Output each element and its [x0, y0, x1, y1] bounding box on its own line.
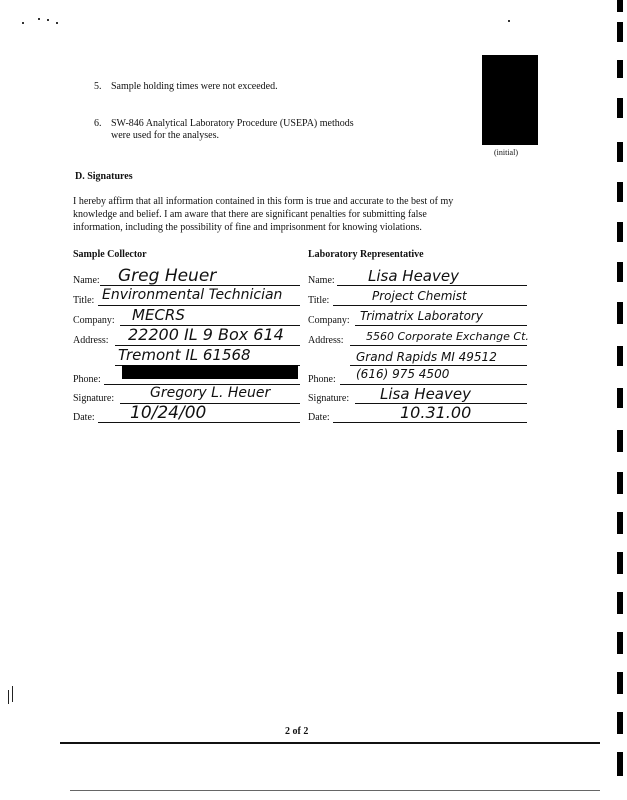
section-d-heading: D. Signatures — [75, 171, 133, 182]
binder-mark — [617, 672, 623, 694]
lab-phone-value: (616) 975 4500 — [356, 367, 450, 381]
lab-signature-value: Lisa Heavey — [380, 385, 471, 403]
collector-date-label: Date: — [73, 412, 95, 423]
footer-rule — [60, 742, 600, 744]
lab-heading: Laboratory Representative — [308, 249, 424, 260]
lab-address-line-2 — [350, 365, 527, 366]
collector-company-label: Company: — [73, 315, 115, 326]
collector-company-value: MECRS — [132, 306, 185, 324]
lab-address-label: Address: — [308, 335, 344, 346]
binder-mark — [617, 430, 623, 452]
lab-address-value-2: Grand Rapids MI 49512 — [356, 350, 497, 364]
collector-address-label: Address: — [73, 335, 109, 346]
collector-signature-label: Signature: — [73, 393, 115, 404]
collector-title-label: Title: — [73, 295, 95, 306]
collector-name-value: Greg Heuer — [118, 266, 217, 286]
binder-mark — [617, 388, 623, 408]
lab-date-label: Date: — [308, 412, 330, 423]
footer-rule-bottom — [70, 790, 600, 791]
binder-mark — [617, 712, 623, 734]
collector-phone-label: Phone: — [73, 374, 101, 385]
binder-mark — [617, 632, 623, 654]
binder-mark — [617, 222, 623, 242]
lab-name-value: Lisa Heavey — [368, 267, 459, 285]
collector-title-value: Environmental Technician — [102, 287, 283, 303]
scan-speck — [22, 22, 24, 24]
binder-mark — [617, 752, 623, 776]
affirmation-line-3: information, including the possibility of fine and imprisonment for knowing violations. — [73, 222, 422, 233]
collector-phone-redaction — [122, 365, 298, 379]
lab-address-value-1: 5560 Corporate Exchange Ct. — [366, 330, 529, 343]
scan-speck — [47, 19, 49, 21]
initial-box-redaction — [482, 55, 538, 145]
affirmation-line-1: I hereby affirm that all information contained in this form is true and accurate to the best of my — [73, 196, 454, 207]
binder-mark — [617, 182, 623, 202]
lab-name-label: Name: — [308, 275, 335, 286]
collector-address-value-1: 22200 IL 9 Box 614 — [128, 325, 284, 344]
collector-date-value: 10/24/00 — [130, 403, 207, 423]
affirmation-line-2: knowledge and belief. I am aware that there are significant penalties for submitting false — [73, 209, 427, 220]
collector-heading: Sample Collector — [73, 249, 147, 260]
binder-mark — [617, 142, 623, 162]
lab-title-value: Project Chemist — [372, 289, 467, 303]
initial-box-label: (initial) — [494, 148, 518, 157]
scan-edge-mark — [8, 690, 9, 704]
scan-speck — [508, 20, 510, 22]
lab-name-line — [337, 285, 527, 286]
binder-mark — [617, 512, 623, 534]
scan-speck — [38, 18, 40, 20]
binder-mark — [617, 0, 623, 12]
binder-mark — [617, 98, 623, 118]
binder-mark — [617, 22, 623, 42]
binder-mark — [617, 302, 623, 324]
binder-mark — [617, 346, 623, 366]
lab-address-line-1 — [350, 345, 527, 346]
binder-mark — [617, 262, 623, 282]
collector-title-line — [98, 305, 300, 306]
item-6-number: 6. — [94, 118, 102, 129]
binder-mark — [617, 552, 623, 574]
item-5-text: Sample holding times were not exceeded. — [111, 81, 278, 92]
lab-date-value: 10.31.00 — [400, 403, 472, 422]
collector-name-label: Name: — [73, 275, 100, 286]
page-number: 2 of 2 — [285, 726, 309, 737]
binder-mark — [617, 472, 623, 494]
item-6-text-line1: SW-846 Analytical Laboratory Procedure (USEPA) methods — [111, 118, 354, 129]
lab-company-label: Company: — [308, 315, 350, 326]
lab-phone-label: Phone: — [308, 374, 336, 385]
collector-signature-value: Gregory L. Heuer — [150, 385, 271, 401]
collector-address-value-2: Tremont IL 61568 — [118, 346, 251, 364]
lab-title-line — [333, 305, 527, 306]
lab-signature-label: Signature: — [308, 393, 350, 404]
scan-edge-mark — [12, 686, 13, 702]
item-5-number: 5. — [94, 81, 102, 92]
binder-mark — [617, 592, 623, 614]
scan-speck — [56, 22, 58, 24]
lab-company-line — [355, 325, 527, 326]
lab-company-value: Trimatrix Laboratory — [360, 309, 483, 323]
item-6-text-line2: were used for the analyses. — [111, 130, 220, 141]
lab-date-line — [333, 422, 527, 423]
lab-title-label: Title: — [308, 295, 330, 306]
binder-mark — [617, 60, 623, 78]
